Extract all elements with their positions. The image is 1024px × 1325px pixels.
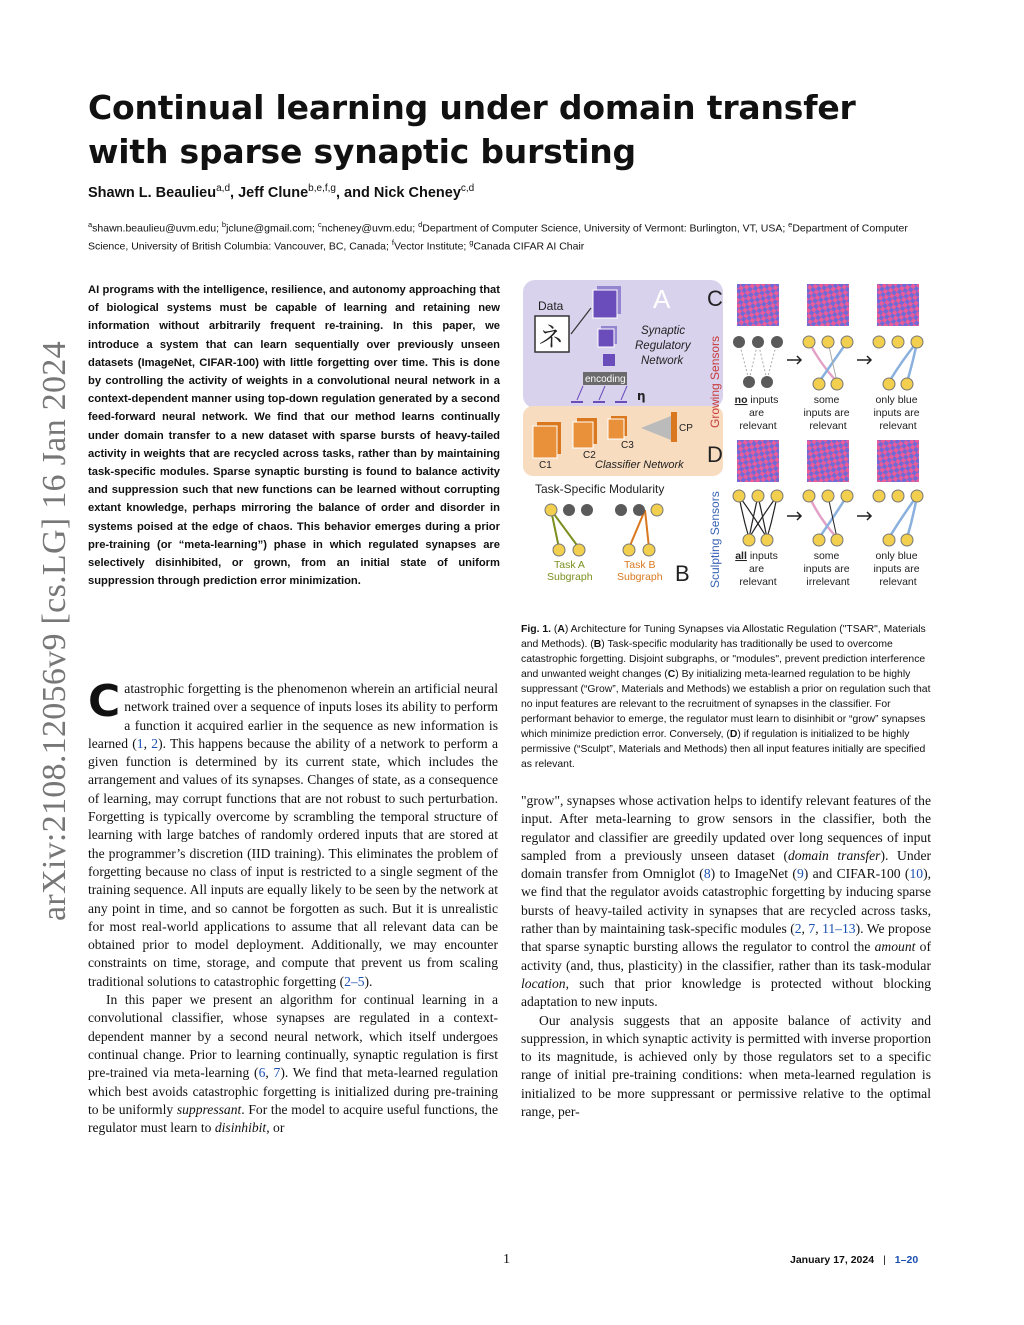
d-network-2	[803, 490, 853, 546]
author-affil-mark: b,e,f,g	[308, 183, 336, 194]
c2-label: C2	[583, 450, 596, 461]
c2-text-1: some	[813, 394, 840, 406]
emphasis-text: suppressant	[176, 1101, 242, 1117]
d-image-3	[877, 440, 919, 482]
text-run: atastrophic forgetting is the phenomenon wherein an artificial neural network trained over a sequence of inputs loses its ability to perform a function it acquired earlier in the sequence as new information is learned (	[88, 681, 498, 751]
author-affil-mark: a,d	[216, 183, 231, 194]
affil-mark: d	[418, 220, 423, 229]
emphasis-text: location	[521, 975, 566, 991]
c3-text-2: inputs are	[873, 407, 920, 419]
d2-text-1: some	[813, 550, 840, 562]
citation-link[interactable]: 7	[273, 1065, 281, 1081]
task-a-graph	[545, 504, 593, 556]
abstract: AI programs with the intelligence, resilience, and autonomy approaching that of biological systems must be capable of learning and retaining new information without arbitrarily frequent re-training. In this paper, we introduce a system that can learn sequentially over previously unseen datasets (ImageNet, CIFAR-100) with little forgetting over time. This is done by controlling the activity of weights in a convolutional neural network in a context-dependent manner using top-down regulation generated by a second feed-forward neural network. We find that our method learns continually under domain transfer to a new dataset with sparse bursts of heavy-tailed activity in weights that are recycled across tasks, rather than by maintaining task-specific modules. Sparse synaptic bursting is found to balance activity and suppression such that new functions can be learned without corrupting extant knowledge, perhaps mirroring the balance of order and disorder in systems poised at the edge of chaos. This behavior emerges during a prior pre-training (or “meta-learning”) phase in which regulated synapses are selectively disinhibited, or grown, from an initial state of uniform suppression through prediction error minimization.	[88, 284, 500, 588]
citation-link[interactable]: 2	[151, 735, 159, 751]
panel-a-label: A	[653, 284, 671, 314]
body-column-right	[521, 792, 931, 1121]
bold-text: Fig. 1.	[521, 624, 552, 635]
affil-mark: f	[391, 237, 394, 247]
c1-text-3: relevant	[739, 420, 777, 432]
affil-mark: a	[88, 220, 93, 229]
d3-text-1: only blue	[875, 550, 918, 562]
figure-1	[521, 278, 941, 600]
author-affil-mark: c,d	[460, 183, 475, 194]
bold-text: A	[557, 624, 565, 635]
c3-text-1: only blue	[875, 394, 918, 406]
svg-text:only blue inputs are r	[873, 394, 922, 432]
citation-link[interactable]: 2–5	[344, 973, 365, 989]
c3-text-3: relevant	[879, 420, 917, 432]
panel-c-label: C	[707, 286, 723, 311]
intro-paragraph-1	[88, 676, 498, 991]
footer-date-pages	[790, 1254, 918, 1266]
text-run: Our analysis suggests that an apposite balance of activity and suppression, in which synaptic activity is permitted with inverse proportion to its magnitude, is achieved only by those regulators set to a specific range of initial pre-training conditions: when meta-learned regulation is initialized to be more suppressant or permissive relative to the optimal range, per-	[521, 1012, 932, 1120]
text-run: ) Task-specific modularity has traditionally be used to overcome catastrophic forgetting. Disjoint subgraphs, or "modules", prevent prediction interference and unwanted weight changes (	[521, 639, 926, 680]
growing-sensors-label: Growing Sensors	[708, 335, 722, 428]
c1-text-2: are	[748, 407, 765, 419]
text-run: ) if regulation is initialized to be highly permissive (“Sculpt”, Materials and Methods) then all input features initially are specified as relevant.	[521, 729, 926, 770]
text-run: (	[551, 624, 558, 635]
srn-label-3: Network	[641, 355, 684, 367]
paper-title: Continual learning under domain transfer with sparse synaptic bursting	[88, 88, 856, 171]
text-run: of activity (and, thus, plasticity) in the classifier, rather than its task-modular	[521, 939, 931, 973]
panel-b-label: B	[675, 561, 690, 586]
d-image-2	[807, 440, 849, 482]
body-column-left	[88, 676, 498, 1137]
c-image-2	[807, 284, 849, 326]
task-b-label-1: Task B	[624, 559, 656, 571]
intro-paragraph-2	[88, 991, 498, 1137]
d3-text-2: inputs are	[873, 563, 920, 575]
emphasis-text: amount	[874, 939, 916, 955]
citation-link[interactable]: 7	[808, 921, 816, 937]
task-b-graph	[615, 504, 663, 556]
c-arrow-1	[787, 356, 801, 364]
author-list	[88, 183, 474, 201]
d1-text-3: relevant	[739, 576, 777, 588]
affil-mark: b	[221, 220, 227, 229]
c1-text-1: no inputs	[734, 394, 779, 406]
c1-label: C1	[539, 460, 552, 471]
panel-d-label: D	[707, 442, 723, 467]
d-arrow-2	[857, 512, 871, 520]
c-arrow-2	[857, 356, 871, 364]
c2-text-2: inputs are	[803, 407, 850, 419]
affil-text: ncheney@uvm.edu;	[321, 222, 419, 235]
c2-text-3: relevant	[809, 420, 847, 432]
c-image-3	[877, 284, 919, 326]
data-glyph: ネ	[538, 323, 565, 353]
citation-link[interactable]: 10	[909, 866, 924, 882]
svg-text:all inputs are relevan	[735, 550, 781, 588]
text-run: ,	[815, 921, 823, 937]
author-separator: , and	[335, 184, 374, 201]
bold-text: D	[729, 729, 738, 740]
affil-mark: e	[788, 220, 793, 229]
text-run: ) Architecture for Tuning Synapses via Allostatic Regulation ("TSAR", Materials and Methods). (	[521, 624, 926, 650]
figure-caption	[521, 622, 931, 772]
footer-separator: |	[883, 1254, 886, 1266]
text-run: "grow", synapses whose activation helps to identify relevant features of the input. After meta-learning to grow sensors in the classifier, both the regulator and classifier are greedily updated over long sequences of input sampled from a previously unseen dataset (	[521, 793, 931, 863]
text-run: ) By initializing meta-learned regulation to be highly suppressant (“Grow”, Materials and Methods) we establish a prior on regulation such that no input features are relevant to the recruitment of synapses in the classifier. For performant behavior to emerge, the regulator must learn to disinhibit or “grow” synapses which minimize prediction error. Conversely, (	[521, 669, 931, 740]
text-run: , such that prior knowledge is protected without blocking adaptation to new inputs.	[521, 975, 931, 1010]
task-a-label-2: Subgraph	[547, 571, 593, 583]
affiliations	[88, 218, 934, 253]
c-network-1	[733, 336, 783, 388]
d3-text-3: relevant	[879, 576, 917, 588]
text-run: ,	[143, 735, 152, 751]
srn-label-1: Synaptic	[641, 325, 686, 337]
footer-page-range[interactable]: 1–20	[894, 1254, 919, 1266]
page-number: 1	[503, 1252, 510, 1267]
d1-text-2: are	[748, 563, 765, 575]
svg-text:some inputs are releva	[803, 394, 852, 432]
text-run: ). We find that meta-learned regulation which best avoids catastrophic forgetting is initialized during pre-training to be uniformly	[88, 1065, 498, 1117]
text-run: . For the model to acquire useful functions, the regulator must learn to	[88, 1101, 498, 1136]
affil-text: Vector Institute;	[393, 240, 470, 252]
affil-mark: g	[469, 237, 474, 247]
affil-text: Canada CIFAR AI Chair	[473, 240, 585, 252]
svg-text:only blue inputs are r	[873, 550, 922, 588]
author-name: Shawn L. Beaulieu	[88, 184, 217, 201]
sculpting-sensors-label: Sculpting Sensors	[708, 491, 722, 588]
text-run: ). Under domain transfer from Omniglot (	[521, 847, 932, 882]
c-network-3	[873, 336, 923, 390]
bold-text: B	[593, 639, 602, 650]
text-run: ), we find that the regulator avoids catastrophic forgetting by inducing sparse bursts of heavy-tailed activity in synapses that are recycled across tasks, rather than by maintaining task-specific modules (	[521, 866, 931, 937]
affil-text: Department of Computer Science, University of British Columbia: Vancouver, BC, Canada;	[88, 222, 908, 252]
citation-link[interactable]: 8	[703, 866, 711, 882]
d-arrow-1	[787, 512, 801, 520]
text-run: ) and CIFAR-100 (	[803, 866, 910, 882]
text-run: ). We propose that sparse synaptic bursting allows the regulator to control the	[521, 921, 931, 955]
eta-label: η	[637, 389, 646, 403]
d2-text-2: inputs are	[803, 563, 850, 575]
affil-mark: c	[317, 220, 322, 229]
classifier-label: Classifier Network	[595, 459, 684, 471]
affil-text: Department of Computer Science, University of Vermont: Burlington, VT, USA;	[422, 222, 789, 235]
c3-label: C3	[621, 440, 634, 451]
text-run: ).	[364, 973, 373, 989]
data-label: Data	[538, 299, 564, 313]
text-run: ,	[265, 1065, 274, 1081]
c-image-1	[737, 284, 779, 326]
d-network-1-nodes	[733, 490, 783, 546]
cp-label: CP	[679, 423, 693, 434]
srn-label-2: Regulatory	[635, 340, 691, 352]
encoding-label: encoding	[585, 374, 626, 385]
intro-paragraph-3	[521, 792, 931, 1012]
c-network-2	[803, 336, 853, 390]
svg-text:no inputs are relevant	[735, 394, 782, 432]
text-run: ,	[801, 921, 809, 937]
citation-link[interactable]: 1	[136, 735, 144, 751]
citation-link[interactable]: 2	[794, 921, 802, 937]
author-name: Jeff Clune	[238, 184, 309, 201]
cp-block	[671, 412, 677, 442]
arxiv-stamp: arXiv:2108.12056v9 [cs.LG] 16 Jan 2024	[36, 341, 73, 921]
d1-text-1: all inputs	[735, 550, 778, 562]
text-run: ) to ImageNet (	[710, 866, 797, 882]
emphasis-text: domain transfer	[787, 847, 881, 863]
drop-cap: C	[88, 676, 121, 727]
bold-text: C	[667, 669, 676, 680]
emphasis-text: disinhibit	[214, 1120, 267, 1136]
intro-paragraph-4	[521, 1012, 931, 1122]
citation-link[interactable]: 6	[258, 1065, 266, 1081]
author-separator: ,	[230, 184, 239, 201]
text-run: , or	[266, 1120, 285, 1136]
affil-text: jclune@gmail.com;	[226, 222, 318, 235]
tsm-title: Task-Specific Modularity	[535, 482, 665, 496]
task-b-label-2: Subgraph	[617, 571, 663, 583]
affil-text: shawn.beaulieu@uvm.edu;	[92, 222, 222, 235]
author-name: Nick Cheney	[373, 184, 461, 201]
citation-link[interactable]: 11–13	[822, 921, 856, 937]
citation-link[interactable]: 9	[796, 866, 804, 882]
task-a-label-1: Task A	[554, 559, 585, 571]
d-network-3	[873, 490, 923, 546]
d-image-1	[737, 440, 779, 482]
text-run: In this paper we present an algorithm for continual learning in a convolutional classifier, whose synapses are regulated in a context-dependent manner by a second neural network, which itself undergoes continual change. Prior to learning continually, synaptic regulation is first pre-trained via meta-learning (	[88, 992, 498, 1081]
d2-text-3: irrelevant	[806, 576, 850, 588]
footer-date: January 17, 2024	[790, 1254, 875, 1266]
svg-text:some inputs are irrele	[803, 550, 852, 588]
text-run: ). This happens because the ability of a network to perform a given function is determined by its current state, which includes the arrangement and values of its synapses. Changes of state, as a consequence of learning, may corrupt functions that are not robust to such perturbation. Forgetting is typically overcome by scrambling the temporal structure of learning with large batches of randomly ordered inputs that are stored at the programmer’s discretion (IID training). This eliminates the problem of forgetting because no class of input is restricted to a single segment of the training sequence. All inputs are equally likely to be seen by the network at any point in time, and so cannot be forgotten as such. But it is unrealistic for most real-world applications to assume that all relevant data can be obtained prior to model deployment. Additionally, we may encounter constraints on time, storage, and compute that prevent us from scaling traditional solutions to catastrophic forgetting (	[88, 735, 498, 989]
